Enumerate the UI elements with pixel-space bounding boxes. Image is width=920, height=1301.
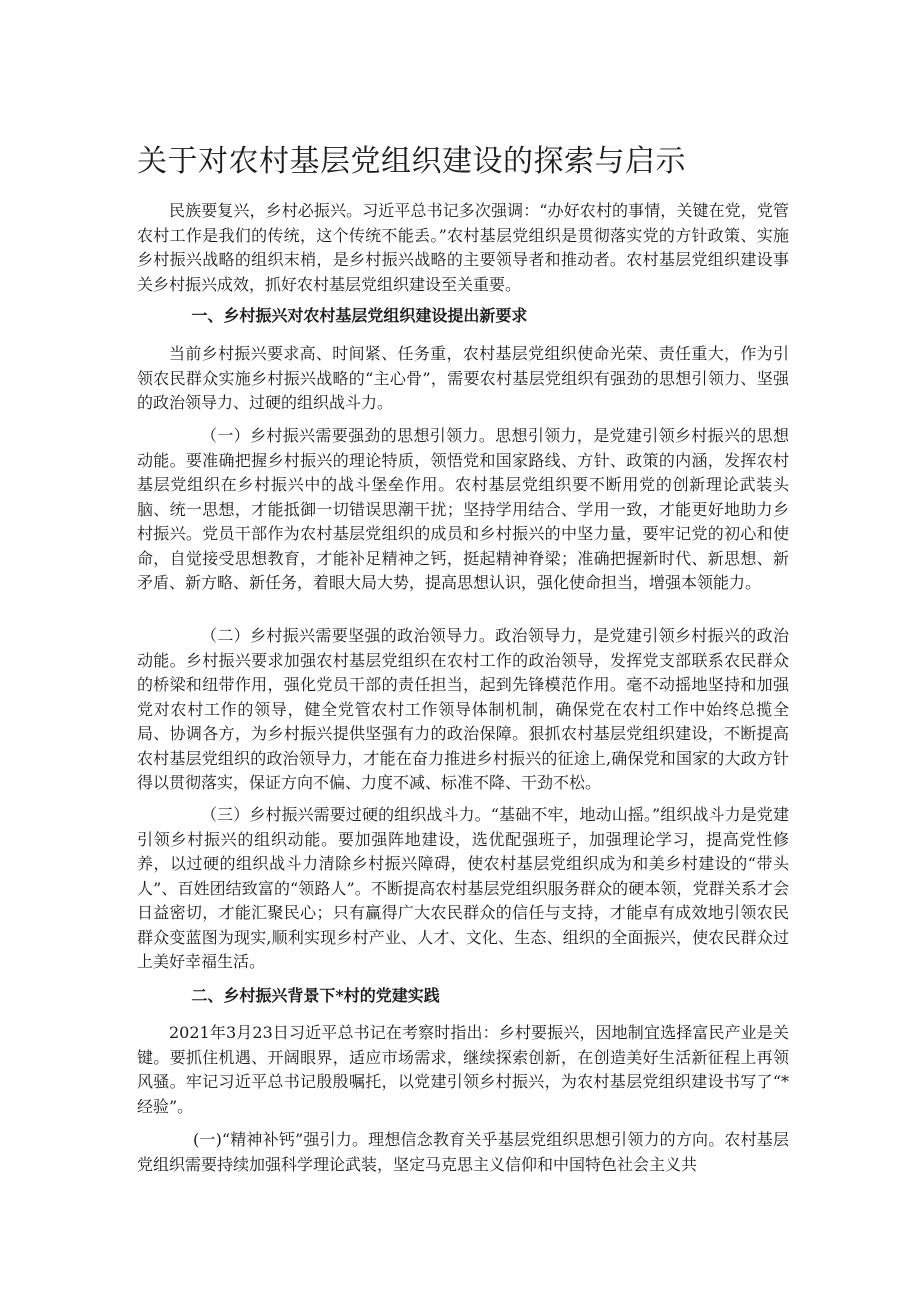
section-two-intro-paragraph: 2021年3月23日习近平总书记在考察时指出：乡村要振兴，因地制宜选择富民产业是关键。要抓住机遇、开阔眼界，适应市场需求，继续探索创新，在创造美好生活新征程上再领风骚。牢记习近平总书记殷殷嘱托，以党建引领乡村振兴，为农村基层党组织建设书写了“*经验”。 <box>137 1023 789 1116</box>
section-two-sub1-paragraph: (一)“精神补钙”强引力。理想信念教育关乎基层党组织思想引领力的方向。农村基层党组织需要持续加强科学理论武装，坚定马克思主义信仰和中国特色社会主义共 <box>137 1130 789 1174</box>
section-one-sub2-paragraph: （二）乡村振兴需要坚强的政治领导力。政治领导力，是党建引领乡村振兴的政治动能。乡村振兴要求加强农村基层党组织在农村工作的政治领导，发挥党支部联系农民群众的桥梁和纽带作用，强化党员干部的责任担当，起到先锋模范作用。毫不动摇地坚持和加强党对农村工作的领导，健全党管农村工作领导体制机制，确保党在农村工作中始终总揽全局、协调各方，为乡村振兴提供坚强有力的政治保障。狠抓农村基层党组织建设，不断提高农村基层党组织的政治领导力，才能在奋力推进乡村振兴的征途上,确保党和国家的大政方针得以贯彻落实，保证方向不偏、力度不减、标准不降、干劲不松。 <box>137 626 789 792</box>
intro-paragraph: 民族要复兴，乡村必振兴。习近平总书记多次强调：“办好农村的事情，关键在党，党管农村工作是我们的传统，这个传统不能丢。”农村基层党组织是贯彻落实党的方针政策、实施乡村振兴战略的组织末梢，是乡村振兴战略的主要领导者和推动者。农村基层党组织建设事关乡村振兴成效，抓好农村基层党组织建设至关重要。 <box>137 201 789 294</box>
section-one-sub1-paragraph: （一）乡村振兴需要强劲的思想引领力。思想引领力，是党建引领乡村振兴的思想动能。要准确把握乡村振兴的理论特质，领悟党和国家路线、方针、政策的内涵，发挥农村基层党组织在乡村振兴中的战斗堡垒作用。农村基层党组织要不断用党的创新理论武装头脑、统一思想，才能抵御一切错误思潮干扰；坚持学用结合、学用一致，才能更好地助力乡村振兴。党员干部作为农村基层党组织的成员和乡村振兴的中坚力量，要牢记党的初心和使命，自觉接受思想教育，才能补足精神之钙，挺起精神脊梁；准确把握新时代、新思想、新矛盾、新方略、新任务，着眼大局大势，提高思想认识，强化使命担当，增强本领能力。 <box>137 426 789 592</box>
document-title: 关于对农村基层党组织建设的探索与启示 <box>137 144 686 179</box>
section-one-intro-paragraph: 当前乡村振兴要求高、时间紧、任务重，农村基层党组织使命光荣、责任重大，作为引领农民群众实施乡村振兴战略的“主心骨”，需要农村基层党组织有强劲的思想引领力、坚强的政治领导力、过硬的组织战斗力。 <box>137 344 789 412</box>
section-one-sub3-paragraph: （三）乡村振兴需要过硬的组织战斗力。“基础不牢，地动山摇。”组织战斗力是党建引领乡村振兴的组织动能。要加强阵地建设，选优配强班子，加强理论学习，提高党性修养，以过硬的组织战斗力清除乡村振兴障碍，使农村基层党组织成为和美乡村建设的“带头人”、百姓团结致富的“领路人”。不断提高农村基层党组织服务群众的硬本领，党群关系才会日益密切，才能汇聚民心；只有赢得广大农民群众的信任与支持，才能卓有成效地引领农民群众变蓝图为现实,顺利实现乡村产业、人才、文化、生态、组织的全面振兴，使农民群众过上美好幸福生活。 <box>137 805 789 971</box>
section-one-heading: 一、乡村振兴对农村基层党组织建设提出新要求 <box>191 306 528 325</box>
section-two-heading: 二、乡村振兴背景下*村的党建实践 <box>191 986 440 1005</box>
